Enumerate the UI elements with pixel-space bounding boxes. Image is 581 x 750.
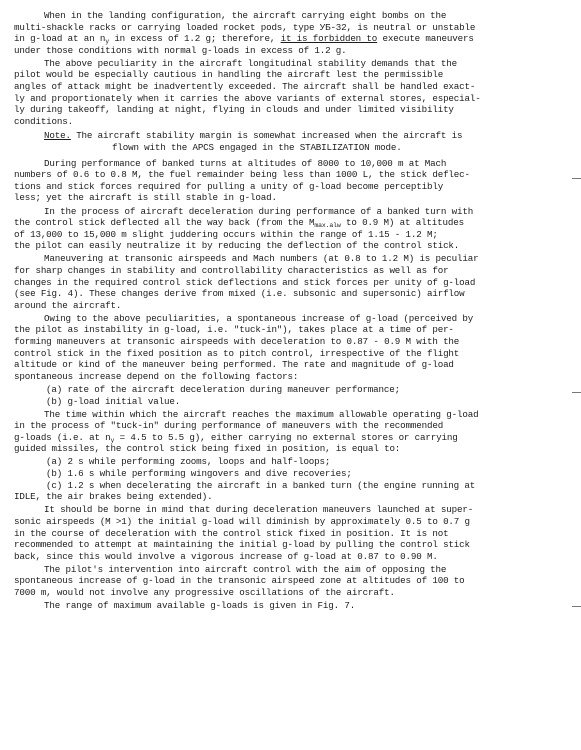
text-segment: the pilot can easily neutralize it by reducing the deflection of the control stick. [14,240,460,252]
list-item: (c) 1.2 s when decelerating the aircraft in a banked turn (the engine running at [46,479,476,491]
text-line [14,420,574,432]
text-segment: multi-shackle racks or carrying loaded rocket pods, type УБ-32, is neutral or unstable [14,21,476,33]
scan-edge-mark [572,392,581,393]
paragraph [14,313,574,383]
text-segment: The above peculiarity in the aircraft longitudinal stability demands that the [44,57,457,69]
text-line [14,217,574,229]
text-segment: the pilot as instability in g-load, i.e. "tuck-in"), takes place at a time of per- [14,324,454,336]
text-line [14,22,574,34]
text-line [14,33,574,45]
text-line [14,551,574,563]
text-line [14,192,574,204]
paragraph [14,409,574,455]
note-block [14,130,574,153]
text-segment: ly during takeoff, landing at night, flying in clouds and under limited visibility [14,104,454,116]
text-segment: The pilot's intervention into aircraft control with the aim of opposing the [44,563,447,575]
text-line [14,158,574,170]
text-line [14,359,574,371]
text-segment: spontaneous increase depend on the following factors: [14,370,299,382]
text-line [14,443,574,455]
text-line [14,564,574,576]
text-segment: angles of attack might be inadvertently exceeded. The aircraft shall be handled exact- [14,81,476,93]
list-item: (b) 1.6 s while performing wingovers and dive recoveries; [46,468,352,480]
text-line [14,371,574,383]
text-segment: When in the landing configuration, the aircraft carrying eight bombs on the [44,10,447,21]
text-line [14,45,574,57]
text-segment: sonic airspeeds (M >1) the initial g-load will diminish by approximately 0.5 to 0.7 g [14,515,470,527]
text-segment: 7000 m, would not involve any progressive oscillations of the aircraft. [14,587,395,598]
text-line [14,69,574,81]
text-line [14,104,574,116]
scan-edge-mark [572,178,581,179]
note-label: Note. [44,130,71,142]
text-segment: (see Fig. 4). These changes derive from mixed (i.e. subsonic and supersonic) airflow [14,288,465,300]
text-line [14,504,574,516]
text-line [14,409,574,421]
list-item: (a) 2 s while performing zooms, loops and half-loops; [46,456,331,468]
text-segment: in the process of "tuck-in" during performance of maneuvers with the recommended [14,420,444,432]
text-segment: g-loads (i.e. at n [14,431,111,443]
text-segment: less; yet the aircraft is still stable in g-load. [14,192,277,204]
text-segment: conditions. [14,115,73,127]
text-line [14,93,574,105]
text-line [14,229,574,241]
text-line [14,432,574,444]
text-line [14,169,574,181]
text-line [14,539,574,551]
text-line [14,288,574,300]
text-segment: changes in the required control stick deflections and stick forces per unity of g-load [14,276,476,288]
text-segment: in the course of deceleration with the control stick fixed in position. It is not [14,527,449,539]
text-segment: forming maneuvers at transonic airspeeds with deceleration to 0.87 - 0.9 M with the [14,336,460,348]
paragraph [14,206,574,252]
text-line [14,253,574,265]
text-segment: in g-load at an n [14,33,106,45]
text-segment: for sharp changes in stability and controllability characteristics as well as for [14,264,449,276]
text-line [14,575,574,587]
text-segment: The range of maximum available g-loads is given in Fig. 7. [44,600,356,612]
text-segment: recommended to attempt at maintaining the initial g-load by pulling the control stick [14,539,470,551]
subscript: y [105,38,109,46]
paragraph [14,504,574,562]
paragraph [14,600,574,612]
text-line [14,336,574,348]
text-segment: pilot would be especially cautious in handling the aircraft lest the permissible [14,69,444,81]
text-line [14,81,574,93]
subscript: max.alw [314,222,341,230]
time-list [14,456,574,502]
text-line [14,10,574,22]
text-segment: of 13,000 to 15,000 m slight juddering occurs within the range of 1.15 - 1.2 M; [14,228,438,240]
text-segment: altitude or kind of the maneuver being performed. The rate and magnitude of g-load [14,359,454,371]
text-segment: numbers of 0.6 to 0.8 M, the fuel remainder being less than 1000 L, the stick deflec- [14,169,470,181]
document-page [14,10,574,613]
text-segment: around the aircraft. [14,299,122,311]
text-line [14,206,574,218]
emphasis-text: it is forbidden to [280,33,378,45]
list-item: (a) rate of the aircraft deceleration during maneuver performance; [46,383,400,395]
text-segment: back, since this would involve a vigorous increase of g-load at 0.87 to 0.90 M. [14,550,438,562]
text-segment: It should be borne in mind that during deceleration maneuvers launched at super- [44,504,474,516]
text-line [14,181,574,193]
paragraph [14,10,574,56]
text-segment: guided missiles, the control stick being fixed in position, is equal to: [14,443,401,455]
text-line [14,265,574,277]
text-line [14,528,574,540]
text-line [14,600,574,612]
text-segment: in excess of 1.2 g; therefore, [108,33,281,45]
paragraph [14,158,574,204]
text-line [14,324,574,336]
text-segment: tions and stick forces required for pulling a unity of g-load become perceptibly [14,180,444,192]
text-segment: to 0.9 M) at altitudes [340,217,464,229]
subscript: y [110,436,115,444]
text-segment: = 4.5 to 5.5 g), either carrying no external stores or carrying [114,431,458,443]
paragraph [14,58,574,128]
text-segment: Owing to the above peculiarities, a spontaneous increase of g-load (perceived by [44,312,474,324]
text-line [14,58,574,70]
text-line [14,116,574,128]
text-line [14,277,574,289]
text-line [14,240,574,252]
text-line [14,348,574,360]
paragraph [14,253,574,311]
paragraph [14,564,574,599]
text-segment: In the process of aircraft deceleration during performance of a banked turn with [44,205,474,217]
note-text-cont: flown with the APCS engaged in the STABILIZATION mode. [112,142,402,154]
text-segment: Maneuvering at transonic airspeeds and Mach numbers (at 0.8 to 1.2 M) is peculiar [44,253,479,265]
text-segment: The time within which the aircraft reaches the maximum allowable operating g-load [44,408,479,420]
text-segment: under those conditions with normal g-loads in excess of 1.2 g. [14,44,347,56]
text-line [14,587,574,599]
scan-edge-mark [572,606,581,607]
text-segment: spontaneous increase of g-load in the transonic airspeed zone at altitudes of 100 to [14,575,465,587]
text-line [14,300,574,312]
text-line [14,516,574,528]
note-text: The aircraft stability margin is somewhat increased when the aircraft is [70,130,463,142]
text-segment: ly and proportionately when it carries the above variants of external stores, especial- [14,92,481,104]
text-segment: execute maneuvers [377,33,474,45]
list-item: (b) g-load initial value. [46,395,181,407]
text-line [14,313,574,325]
text-segment: control stick in the fixed position as to pitch control, irrespective of the flight [14,347,460,359]
text-segment: During performance of banked turns at altitudes of 8000 to 10,000 m at Mach [44,157,447,169]
text-segment: the control stick deflected all the way back (from the M [14,217,315,229]
factor-list [14,384,574,407]
list-item-cont: IDLE, the air brakes being extended). [14,491,213,503]
